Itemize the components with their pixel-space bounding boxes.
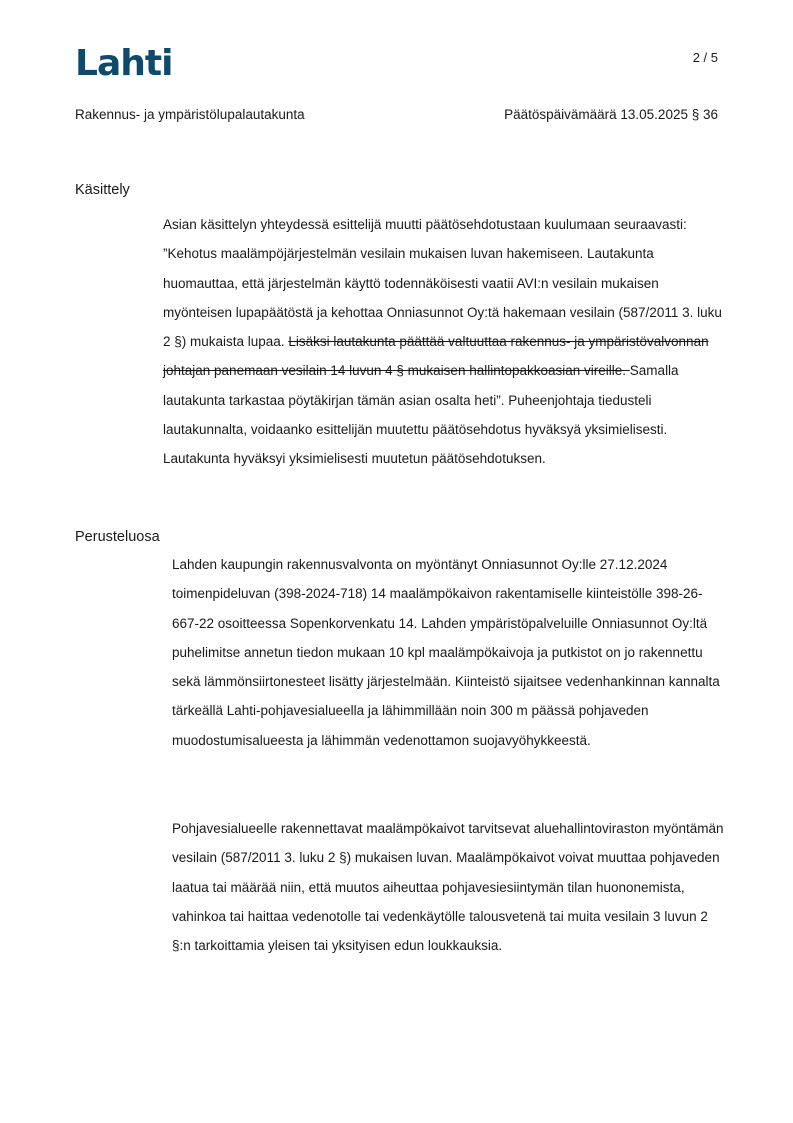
perusteluosa-paragraph-2: Pohjavesialueelle rakennettavat maalämpökaivot tarvitsevat aluehallintoviraston myöntämän vesilain (587/2011 3. luku 2 §) mukaisen luvan. Maalämpökaivot voivat muuttaa pohjaveden laatua tai määrää niin, että muutos aiheuttaa pohjavesiesiintymän tilan huononemista, vahinkoa tai haittaa vedenotolle tai vedenkäytölle talousvetenä tai muita vesilain 3 luvun 2 §:n tarkoittamia yleisen tai yksityisen edun loukkauksia. [172, 821, 724, 954]
committee-name: Rakennus- ja ympäristölupalautakunta [75, 107, 305, 122]
kasittely-text-before: Asian käsittelyn yhteydessä esittelijä muutti päätösehdotustaan kuulumaan seuraavasti: ”Kehotus maalämpöjärjestelmän vesilain mukaisen luvan hakemiseen. Lautakunta huomauttaa, että järjestelmän käyttö todennäköisesti vaatii AVI:n vesilain mukaisen myönteisen lupapäätöstä ja kehottaa Onniasunnot Oy:tä hakemaan vesilain (587/2011 3. luku 2 §) mukaista lupaa. [163, 217, 722, 350]
page-number: 2 / 5 [692, 50, 718, 65]
section-heading-perusteluosa: Perusteluosa [75, 529, 160, 545]
perusteluosa-paragraph-1: Lahden kaupungin rakennusvalvonta on myöntänyt Onniasunnot Oy:lle 27.12.2024 toimenpideluvan (398-2024-718) 14 maalämpökaivon rakentamiselle kiinteistölle 398-26-667-22 osoitteessa Sopenkorvenkatu 14. Lahden ympäristöpalveluille Onniasunnot Oy:ltä puhelimitse annetun tiedon mukaan 10 kpl maalämpökaivoja ja putkistot on jo rakennettu sekä lämmönsiirtonesteet lisätty järjestelmään. Kiinteistö sijaitsee vedenhankinnan kannalta tärkeällä Lahti-pohjavesialueella ja lähimmillään noin 300 m päässä pohjaveden muodostumisalueesta ja lähimmän vedenottamon suojavyöhykkeestä. [172, 557, 720, 748]
kasittely-struck-text: Lisäksi lautakunta päättää valtuuttaa rakennus- ja ympäristövalvonnan johtajan panemaan vesilain 14 luvun 4 § mukaisen hallintopakkoasian vireille. [163, 334, 709, 379]
section-heading-kasittely: Käsittely [75, 182, 130, 198]
lahti-logo: Lahti [75, 43, 173, 84]
kasittely-text-after: Samalla lautakunta tarkastaa pöytäkirjan tämän asian osalta heti”. Puheenjohtaja tiedusteli lautakunnalta, voidaanko esittelijän muutettu päätösehdotus hyväksyä yksimielisesti. Lautakunta hyväksyi yksimielisesti muutetun päätösehdotuksen. [163, 363, 679, 467]
decision-date: Päätöspäivämäärä 13.05.2025 § 36 [504, 107, 718, 122]
kasittely-paragraph [163, 210, 723, 474]
